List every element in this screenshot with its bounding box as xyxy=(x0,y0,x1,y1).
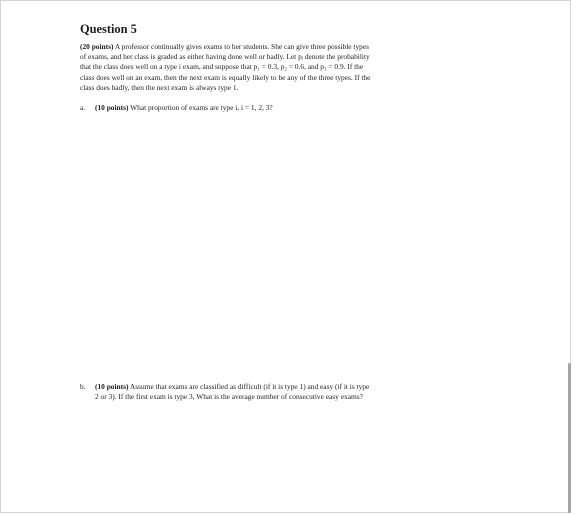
part-b xyxy=(80,382,480,402)
part-b-points: (10 points) xyxy=(95,382,129,391)
intro-line: class does badly, then the next exam is always type 1. xyxy=(80,82,239,92)
part-a-points: (10 points) xyxy=(95,103,129,112)
intro-points: (20 points) xyxy=(80,42,114,51)
intro-line: (20 points) A professor continually gives exams to her students. She can give three possible types xyxy=(80,42,370,51)
intro-line: that the class does well on a type i exam, and suppose that p₁ = 0.3, p₂ = 0.6, and p₃ = 0.9. If the xyxy=(80,62,364,72)
intro-line: of exams, and her class is graded as either having done well or badly. Let pᵢ denote the probability xyxy=(80,52,370,62)
part-a xyxy=(80,103,480,113)
part-b-text-line2: 2 or 3). If the first exam is type 3, What is the average number of consecutive easy exams? xyxy=(95,392,363,402)
part-a-text: What proportion of exams are type i, i = 1, 2, 3? xyxy=(128,103,273,112)
part-b-marker: b. xyxy=(80,382,86,391)
question-title: Question 5 xyxy=(80,22,137,36)
question-intro xyxy=(80,42,480,93)
intro-line: class does well on an exam, then the next exam is equally likely to be any of the three types. If the xyxy=(80,72,371,82)
vertical-scrollbar[interactable] xyxy=(568,363,571,513)
part-b-text-line1: Assume that exams are classified as difficult (if it is type 1) and easy (if it is type xyxy=(128,382,370,391)
part-a-marker: a. xyxy=(80,103,86,112)
